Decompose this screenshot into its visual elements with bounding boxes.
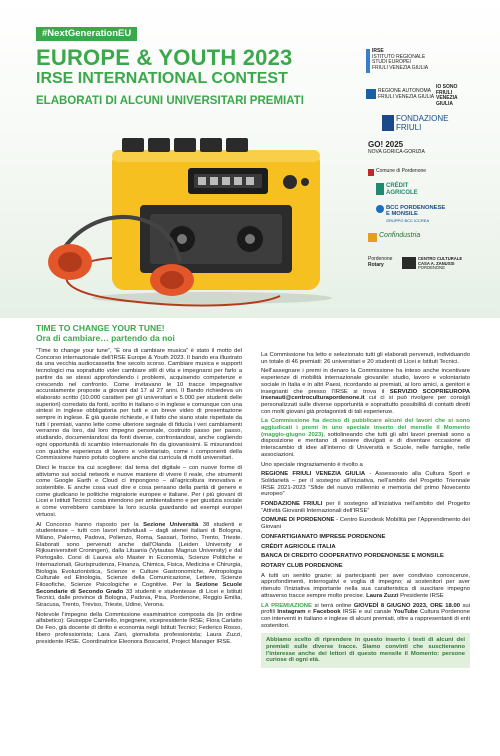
paragraph: A tutti un sentito grazie: ai partecipanti per aver condiviso conoscenze, approfondimenti, interrogativi e voglia di impegno; ai sostenitori per aver ritenuto l’iniziativa importante nella sua caratteristica di suscitare impegno attraverso tracce sempre molto precise. Laura Zuzzi Presidente IRSE xyxy=(261,572,470,599)
centro-culturale-logo: CENTRO CULTURALE CASA A. ZANUSSI PORDENONE xyxy=(402,257,462,271)
paragraph: Dieci le tracce tra cui scegliere: dal tema del digitale – con nuove forme di attivismo sui social network e nuove maniere di vivere il reale, che strumenti come Google Earth e Cloud ci impongono – all’agricoltura innovativa e sostenibile. E anche cosa vuol dire e cosa pensano della parità di genere e come giudicano le politiche migratorie europee e italiane. Per i più giovani di Licei e Istituti Tecnici: cosa intendono per ambientalismo e per giustizia sociale e come vorrebbero cambiare la loro scuola guardando ad esempi europei virtuosi. xyxy=(36,464,242,518)
sponsor-line: CONFARTIGIANATO IMPRESE PORDENONE xyxy=(261,533,386,540)
fondazione-friuli-logo: FONDAZIONE FRIULI xyxy=(382,115,448,132)
sponsor-line: BANCA DI CREDITO COOPERATIVO PORDENONESE E MONSILE xyxy=(261,553,444,560)
paragraph: La Commissione ha deciso di pubblicare alcuni dei lavori che si sono aggiudicati i premi in uno speciale inserto del mensile il Momento (maggio-giugno 2023), sottolineando che tutti gli altri lavori premiati sono a disposizione e meritano di essere divulgati e di diventare occasione di interscambio di idee all’interno di Università e Scuole, nelle famiglie, nelle associazioni. xyxy=(261,418,470,458)
contest-title: IRSE INTERNATIONAL CONTEST xyxy=(36,70,288,87)
cassette-player-illustration xyxy=(0,0,360,318)
credit-agricole-logo: CRÉDIT AGRICOLE xyxy=(376,183,418,196)
paragraph: Nell’assegnare i premi in denaro la Commissione ha inteso anche incentivare esperienze di mobilità internazionale giovanile: studio, lavoro e volontariato sociale in Italia e in altri Paesi, ricordando ai premiati, ai loro amici, a genitori e insegnanti che presso l’IRSE si trova il SERVIZIO SCOPRIEUROPA irsenauti@centroculturapordenone.it cui ci si può rivolgere per consigli personalizzati sulle diverse opportunità e soprattutto possibilità di contatti diretti con molti giovani già protagonisti di tali esperienze. xyxy=(261,368,471,415)
hashtag-badge: #NextGenerationEU xyxy=(36,27,137,41)
paragraph: FONDAZIONE FRIULI per il sostegno all’iniziativa nell’ambito del Progetto “Attività Giovanili Internazionali dell’IRSE” xyxy=(261,501,470,514)
paragraph: Al Concorso hanno risposto per la Sezione Università 38 studenti e studentesse – tutti con lavori individuali – dagli atenei italiani di Bologna, Milano, Palermo, Padova, Polienzo, Roma, Sassari, Torino, Trento, Trieste. Elaborati sono pervenuti anche dall’Olanda (Leiden University e Rijksuniversiteit Croningen), dalla Lituania (Vytautas Magnus University) e dal Portogallo. Corsi di Laurea e/o Master in Economia, Scienze Politiche e Internazionali, Giurisprudenza, Finanza, Chimica, Fisica, Medicina e Chirurgia, Biologia Evoluzionistica, Scienze e Culture Gastronomiche, Antropologia Culturale ed Etnologia, Scienze della Comunicazione, Lettere, Scienze Filosofiche, Scienze Psicologiche e Cognitive. Per la Sezione Scuole Secondarie di Secondo Grado 33 studenti e studentesse di Licei e Istituti Tecnici, dalle province di Bologna, Padova, Pisa, Pordenone, Reggio Emilia, Siracusa, Trento, Treviso, Trieste, Udine, Verona. xyxy=(36,521,243,609)
comune-pordenone-logo: Comune di Pordenone xyxy=(368,169,426,176)
sponsor-line: CRÉDIT AGRICOLE ITALIA xyxy=(261,543,336,550)
hero-area xyxy=(0,0,500,318)
highlight-text: Abbiamo scelto di riprendere in questo inserto i testi di alcuni dei premiati sulle diverse tracce. Siamo convinti che susciteranno l’interesse anche dei lettori di questo mensile il Momento: persone curiose di ogni età. xyxy=(266,637,465,664)
confartigianato-logo: Confindustria xyxy=(368,233,420,242)
article-subheading: Ora di cambiare… partendo da noi xyxy=(36,333,175,343)
left-column xyxy=(36,323,242,648)
paragraph: “Time to change your tune”, “È ora di cambiare musica” è stato il motto del Concorso internazionale dell’IRSE Europe & Youth 2023. Il bando era illustrato da una vecchia audiocassetta fine secolo scorso. Cambiare musica e supporti tecnologici ma soprattutto voler cambiare stili di vita e impegnarsi per farlo a partire da se stessi approfondendo i problemi, acquisendo competenze e crescendo nel confronto. Come invitavano le 10 tracce impegnative accuratamente proposte a giovani dal 17 al 27 anni. Il Bando richiedeva un elaborato scritto (10.000 caratteri per gli universitari e 5.000 per studenti delle superiori) corredato da fonti, scritto in italiano o in inglese e comunque con una sintesi in inglese obbligatoria per tutti e un breve video di presentazione sempre in inglese. È già queste richieste, e il fatto che siano state rispettate da tutti i premiati, vanno lette come ulteriore segnale di fiducia i veri cambiamenti verranno da loro, dal loro impegno personale, costruito passo per passo, studiando, documentandosi da fonti diverse, confrontandosi, anche cogliendo ogni opportunità di scambio internazionale fin da giovanissimi. E misurandosi con qualche esperienza di lavoro e volontariato, come i componenti della Commissione hanno potuto cogliere anche dai curricula di molti universitari. xyxy=(36,348,242,462)
highlight-box xyxy=(261,633,470,668)
paragraph: Notevole l’impegno della Commissione esaminatrice composta da (in ordine alfabetico): Giuseppe Carniello, ingegnere, vicepresidente IRSE; Flora Carlatto De Feo, già docente di diritto e economia negli Istituti Tecnici; Federico Rosso, libero professionista; Lara Zani, giornalista professionista; Laura Zuzzi, presidente IRSE. Coordinatrice Eleonora Boscariol, Project Manager IRSE. xyxy=(36,611,242,645)
scoprieuropa-link[interactable]: SERVIZIO SCOPRIEUROPA irsenauti@centroculturapordenone.it xyxy=(261,388,471,402)
paragraph: COMUNE DI PORDENONE - Centro Eurodesk Mobilità per l’Apprendimento dei Giovani xyxy=(261,517,471,531)
bcc-logo: BCC PORDENONESE E MONSILE GRUPPO BCC ICCREA xyxy=(376,205,445,224)
io-sono-fvg-logo: IO SONO FRIULI VENEZIA GIULIA xyxy=(436,84,458,107)
rotary-logo: Pordenone Rotary xyxy=(368,256,393,268)
paragraph: LA PREMIAZIONE si terrà online GIOVEDÌ 8 GIUGNO 2023, ORE 18.00 sui profili Instagram e Facebook IRSE e sul canale YouTube Cultura Pordenone con interventi in italiano e inglese di alcuni premiati, oltre a rappresentanti di enti sostenitori. xyxy=(261,602,470,629)
paragraph: REGIONE FRIULI VENEZIA GIULIA - Assessorato alla Cultura Sport e Solidarietà – per il sostegno all’iniziativa, nell’ambito del Progetto Triennale IRSE 2021-2023 “Sfide del nuovo millennio e memoria del primo Novecento europeo” xyxy=(261,471,470,498)
subtitle: ELABORATI DI ALCUNI UNIVERSITARI PREMIATI xyxy=(36,95,304,107)
article-heading: TIME TO CHANGE YOUR TUNE! xyxy=(36,323,165,333)
irse-logo: IRSE ISTITUTO REGIONALE STUDI EUROPEI FRIULI VENEZIA GIULIA xyxy=(366,49,428,73)
paragraph: Uno speciale ringraziamento è rivolto a xyxy=(261,461,363,468)
go2025-logo: GO! 2025 NOVA GORICA-GORIZIA xyxy=(368,140,425,155)
main-title: EUROPE & YOUTH 2023 xyxy=(36,45,293,70)
paragraph: La Commissione ha letto e selezionato tutti gli elaborati pervenuti, individuando un totale di 46 premiati: 26 universitari e 20 studenti di Licei e Istituti Tecnici. xyxy=(261,352,470,365)
regione-fvg-logo: REGIONE AUTONOMA FRIULI VENEZIA GIULIA xyxy=(366,89,434,100)
right-column xyxy=(261,352,470,668)
sponsor-line: ROTARY CLUB PORDENONE xyxy=(261,562,343,569)
